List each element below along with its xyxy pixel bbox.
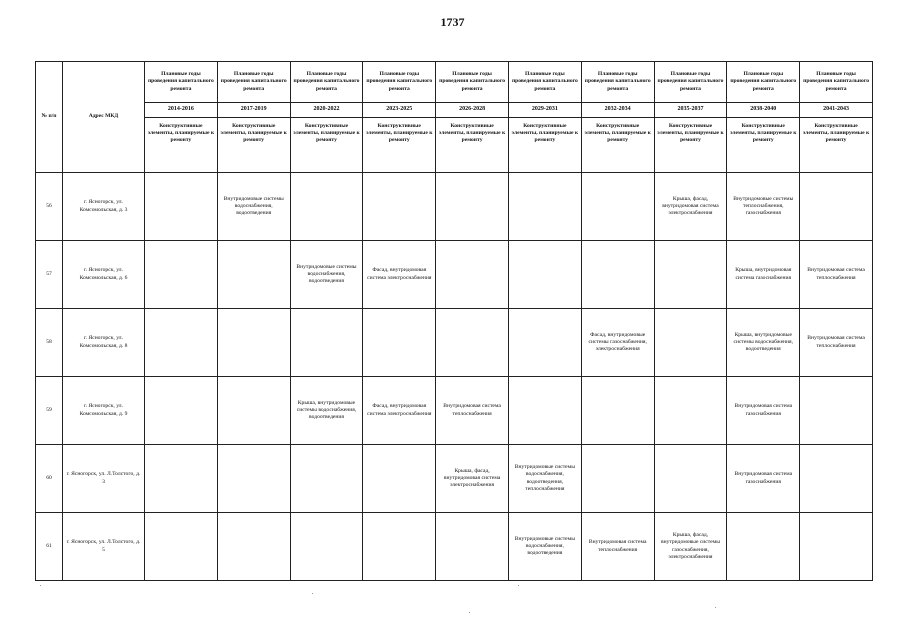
repair-elements-cell bbox=[654, 377, 727, 445]
repair-elements-cell bbox=[581, 173, 654, 241]
period-header: Плановые годы проведения капитального ремонта bbox=[363, 62, 436, 103]
page-number: 1737 bbox=[440, 15, 465, 29]
repair-elements-cell bbox=[217, 309, 290, 377]
repair-elements-cell bbox=[654, 309, 727, 377]
address-column-header: Адрес МКД bbox=[63, 62, 145, 173]
period-years: 2029-2031 bbox=[508, 103, 581, 118]
repair-elements-cell: Внутридомовые системы водоснабжения, водоотведения bbox=[508, 513, 581, 581]
repair-elements-cell bbox=[436, 241, 509, 309]
repair-elements-cell bbox=[436, 513, 509, 581]
period-years: 2014-2016 bbox=[145, 103, 218, 118]
repair-elements-cell bbox=[145, 445, 218, 513]
period-years: 2020-2022 bbox=[290, 103, 363, 118]
period-years: 2038-2040 bbox=[727, 103, 800, 118]
repair-elements-cell: Внутридомовая система теплоснабжения bbox=[436, 377, 509, 445]
repair-elements-cell bbox=[508, 377, 581, 445]
repair-elements-cell: Крыша, внутридомовая система газоснабжения bbox=[727, 241, 800, 309]
row-address: г. Ясногорск, ул. Комсомольская, д. 3 bbox=[63, 173, 145, 241]
period-years: 2017-2019 bbox=[217, 103, 290, 118]
repair-elements-cell bbox=[217, 241, 290, 309]
repair-elements-cell bbox=[800, 513, 873, 581]
repair-elements-cell bbox=[145, 241, 218, 309]
row-number: 60 bbox=[36, 445, 63, 513]
repair-elements-cell: Крыша, внутридомовые системы водоснабжения, водоотведения bbox=[727, 309, 800, 377]
header-row-periods bbox=[36, 62, 873, 103]
repair-elements-cell: Внутридомовые системы водоснабжения, водоотведения, теплоснабжения bbox=[508, 445, 581, 513]
repair-elements-cell: Внутридомовые системы водоснабжения, водоотведения bbox=[290, 241, 363, 309]
period-years: 2035-2037 bbox=[654, 103, 727, 118]
row-number: 58 bbox=[36, 309, 63, 377]
elements-header: Конструктивные элементы, планируемые к ремонту bbox=[581, 118, 654, 173]
repair-elements-cell bbox=[654, 445, 727, 513]
repair-elements-cell bbox=[363, 309, 436, 377]
period-header: Плановые годы проведения капитального ремонта bbox=[508, 62, 581, 103]
elements-header: Конструктивные элементы, планируемые к ремонту bbox=[217, 118, 290, 173]
elements-header: Конструктивные элементы, планируемые к ремонту bbox=[800, 118, 873, 173]
repair-elements-cell bbox=[654, 241, 727, 309]
table-row bbox=[36, 173, 873, 241]
table-row bbox=[36, 445, 873, 513]
scan-speck bbox=[518, 585, 519, 586]
scan-speck bbox=[40, 585, 41, 586]
row-number: 59 bbox=[36, 377, 63, 445]
repair-elements-cell bbox=[217, 513, 290, 581]
repair-elements-cell bbox=[436, 309, 509, 377]
table-row bbox=[36, 513, 873, 581]
repair-elements-cell bbox=[217, 377, 290, 445]
repair-elements-cell bbox=[508, 241, 581, 309]
repair-elements-cell bbox=[363, 173, 436, 241]
repair-elements-cell bbox=[290, 445, 363, 513]
repair-elements-cell: Внутридомовая система теплоснабжения bbox=[800, 309, 873, 377]
period-header: Плановые годы проведения капитального ремонта bbox=[727, 62, 800, 103]
period-header: Плановые годы проведения капитального ремонта bbox=[800, 62, 873, 103]
scan-speck bbox=[715, 607, 716, 608]
repair-elements-cell bbox=[800, 377, 873, 445]
repair-elements-cell bbox=[363, 513, 436, 581]
elements-header: Конструктивные элементы, планируемые к ремонту bbox=[508, 118, 581, 173]
repair-elements-cell bbox=[581, 377, 654, 445]
repair-elements-cell: Внутридомовые системы водоснабжения, водоотведения bbox=[217, 173, 290, 241]
repair-elements-cell bbox=[436, 173, 509, 241]
repair-elements-cell: Внутридомовые системы теплоснабжения, газоснабжения bbox=[727, 173, 800, 241]
repair-elements-cell bbox=[508, 309, 581, 377]
repair-elements-cell bbox=[145, 173, 218, 241]
repair-elements-cell: Фасад, внутридомовые системы газоснабжения, электроснабжения bbox=[581, 309, 654, 377]
row-address: г. Ясногорск, ул. Комсомольская, д. 6 bbox=[63, 241, 145, 309]
repair-elements-cell bbox=[290, 173, 363, 241]
num-column-header: № п/п bbox=[36, 62, 63, 173]
elements-header: Конструктивные элементы, планируемые к ремонту bbox=[363, 118, 436, 173]
period-header: Плановые годы проведения капитального ремонта bbox=[581, 62, 654, 103]
period-header: Плановые годы проведения капитального ремонта bbox=[145, 62, 218, 103]
table-row bbox=[36, 309, 873, 377]
scan-speck bbox=[312, 593, 313, 594]
elements-header: Конструктивные элементы, планируемые к ремонту bbox=[727, 118, 800, 173]
repair-elements-cell bbox=[508, 173, 581, 241]
repair-elements-cell bbox=[800, 445, 873, 513]
repair-elements-cell: Фасад, внутридомовая система электроснабжения bbox=[363, 377, 436, 445]
repair-elements-cell bbox=[290, 513, 363, 581]
repair-elements-cell bbox=[145, 309, 218, 377]
repair-elements-cell bbox=[800, 173, 873, 241]
row-number: 61 bbox=[36, 513, 63, 581]
header-row-years bbox=[36, 103, 873, 118]
repair-elements-cell: Внутридомовая система газоснабжения bbox=[727, 445, 800, 513]
period-header: Плановые годы проведения капитального ремонта bbox=[217, 62, 290, 103]
repair-elements-cell bbox=[727, 513, 800, 581]
repair-elements-cell bbox=[145, 377, 218, 445]
row-number: 57 bbox=[36, 241, 63, 309]
repair-elements-cell: Крыша, фасад, внутридомовая система электроснабжения bbox=[654, 173, 727, 241]
repair-elements-cell: Внутридомовая система теплоснабжения bbox=[581, 513, 654, 581]
elements-header: Конструктивные элементы, планируемые к ремонту bbox=[654, 118, 727, 173]
repair-elements-cell bbox=[217, 445, 290, 513]
repair-elements-cell: Крыша, внутридомовые системы водоснабжения, водоотведения bbox=[290, 377, 363, 445]
table-row bbox=[36, 377, 873, 445]
repair-elements-cell: Внутридомовая система теплоснабжения bbox=[800, 241, 873, 309]
row-address: г. Ясногорск, ул. Комсомольская, д. 8 bbox=[63, 309, 145, 377]
scan-speck bbox=[469, 612, 470, 613]
capital-repair-plan-table bbox=[35, 61, 873, 581]
period-years: 2023-2025 bbox=[363, 103, 436, 118]
repair-elements-cell bbox=[363, 445, 436, 513]
repair-elements-cell bbox=[290, 309, 363, 377]
elements-header: Конструктивные элементы, планируемые к ремонту bbox=[436, 118, 509, 173]
elements-header: Конструктивные элементы, планируемые к ремонту bbox=[290, 118, 363, 173]
table-body bbox=[36, 173, 873, 581]
repair-elements-cell: Крыша, фасад, внутридомовая система электроснабжения bbox=[436, 445, 509, 513]
period-header: Плановые годы проведения капитального ремонта bbox=[654, 62, 727, 103]
period-years: 2041-2043 bbox=[800, 103, 873, 118]
row-number: 56 bbox=[36, 173, 63, 241]
repair-elements-cell: Внутридомовая система газоснабжения bbox=[727, 377, 800, 445]
row-address: г. Ясногорск, ул. Л.Толстого, д. 5 bbox=[63, 513, 145, 581]
repair-elements-cell bbox=[145, 513, 218, 581]
period-header: Плановые годы проведения капитального ремонта bbox=[290, 62, 363, 103]
elements-header: Конструктивные элементы, планируемые к ремонту bbox=[145, 118, 218, 173]
repair-elements-cell: Фасад, внутридомовая система электроснабжения bbox=[363, 241, 436, 309]
header-row-elements bbox=[36, 118, 873, 173]
repair-elements-cell bbox=[581, 445, 654, 513]
period-years: 2026-2028 bbox=[436, 103, 509, 118]
table-row bbox=[36, 241, 873, 309]
repair-elements-cell bbox=[581, 241, 654, 309]
repair-elements-cell: Крыша, фасад, внутридомовые системы газоснабжения, электроснабжения bbox=[654, 513, 727, 581]
row-address: г. Ясногорск, ул. Л.Толстого, д. 3 bbox=[63, 445, 145, 513]
period-header: Плановые годы проведения капитального ремонта bbox=[436, 62, 509, 103]
period-years: 2032-2034 bbox=[581, 103, 654, 118]
row-address: г. Ясногорск, ул. Комсомольская, д. 9 bbox=[63, 377, 145, 445]
